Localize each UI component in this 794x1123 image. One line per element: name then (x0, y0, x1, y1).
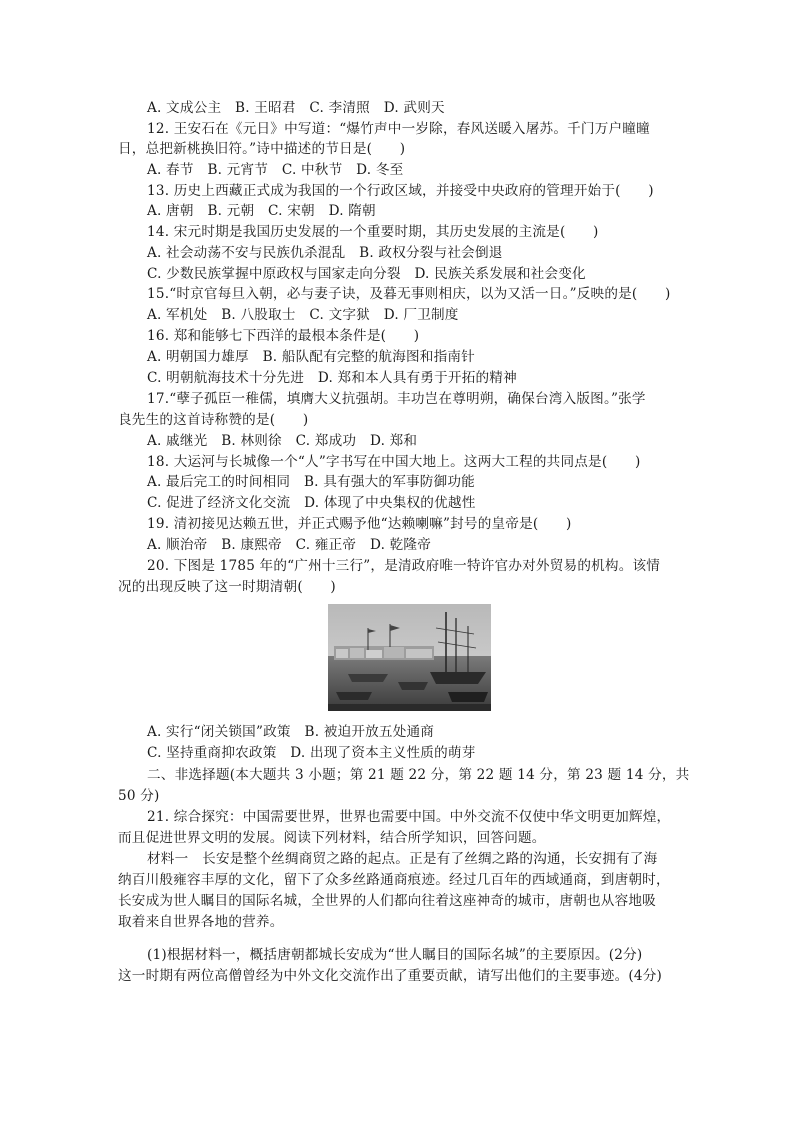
answer-options: A. 戚继光 B. 林则徐 C. 郑成功 D. 郑和 (147, 433, 418, 449)
question-line: 良先生的这首诗称赞的是( ) (118, 412, 309, 428)
answer-options: A. 最后完工的时间相同 B. 具有强大的军事防御功能 (147, 474, 475, 490)
harbor-scene-image (328, 604, 491, 711)
question-line: 纳百川般雍容丰厚的文化，留下了众多丝路通商痕迹。经过几百年的西域通商，到唐朝时， (118, 872, 670, 888)
canton-thirteen-factories-photo (328, 604, 491, 711)
answer-options: A. 军机处 B. 八股取士 C. 文字狱 D. 厂卫制度 (147, 307, 459, 323)
question-line: 材料一 长安是整个丝绸商贸之路的起点。正是有了丝绸之路的沟通，长安拥有了海 (147, 851, 658, 867)
answer-options: A. 顺治帝 B. 康熙帝 C. 雍正帝 D. 乾隆帝 (147, 537, 432, 553)
question-line: 而且促进世界文明的发展。阅读下列材料，结合所学知识，回答问题。 (118, 830, 546, 846)
answer-options: A. 唐朝 B. 元朝 C. 宋朝 D. 隋朝 (147, 203, 376, 219)
question-line: 日，总把新桃换旧符。”诗中描述的节日是( ) (118, 141, 406, 157)
question-line: 况的出现反映了这一时期清朝( ) (118, 579, 336, 595)
answer-options: C. 明朝航海技术十分先进 D. 郑和本人具有勇于开拓的精神 (147, 370, 517, 386)
question-line: 18. 大运河与长城像一个“人”字书写在中国大地上。这两大工程的共同点是( ) (147, 454, 641, 470)
question-line: 19. 清初接见达赖五世，并正式赐予他“达赖喇嘛”封号的皇帝是( ) (147, 516, 572, 532)
question-line: 14. 宋元时期是我国历史发展的一个重要时期，其历史发展的主流是( ) (147, 224, 599, 240)
question-line: 二、非选择题(本大题共 3 小题；第 21 题 22 分，第 22 题 14 分，第 23 题 14 分，共 (147, 767, 690, 783)
question-line: 16. 郑和能够七下西洋的最根本条件是( ) (147, 328, 420, 344)
answer-options: C. 坚持重商抑农政策 D. 出现了资本主义性质的萌芽 (147, 745, 476, 761)
answer-options: A. 春节 B. 元宵节 C. 中秋节 D. 冬至 (147, 162, 404, 178)
question-line: 长安成为世人瞩目的国际名城，全世界的人们都向往着这座神奇的城市，唐朝也从容地吸 (118, 893, 656, 909)
question-line: 20. 下图是 1785 年的“广州十三行”，是清政府唯一特许官办对外贸易的机构。该情 (147, 558, 661, 574)
answer-options: A. 文成公主 B. 王昭君 C. 李清照 D. 武则天 (147, 100, 445, 116)
question-line: 这一时期有两位高僧曾经为中外文化交流作出了重要贡献，请写出他们的主要事迹。(4分) (118, 968, 663, 984)
question-line: 13. 历史上西藏正式成为我国的一个行政区域，并接受中央政府的管理开始于( ) (147, 183, 654, 199)
question-line: 取着来自世界各地的营养。 (118, 914, 284, 930)
question-line: 12. 王安石在《元日》中写道：“爆竹声中一岁除，春风送暖入屠苏。千门万户曈曈 (147, 121, 650, 137)
question-line: 50 分) (118, 788, 160, 804)
question-line: (1)根据材料一，概括唐朝都城长安成为“世人瞩目的国际名城”的主要原因。(2分) (147, 947, 643, 963)
question-line: 15.“时京官每旦入朝，必与妻子诀，及暮无事则相庆，以为又活一日。”反映的是( ) (147, 286, 671, 302)
answer-options: A. 实行“闭关锁国”政策 B. 被迫开放五处通商 (147, 724, 435, 740)
answer-options: C. 少数民族掌握中原政权与国家走向分裂 D. 民族关系发展和社会变化 (147, 266, 586, 282)
question-line: 21. 综合探究：中国需要世界，世界也需要中国。中外交流不仅使中华文明更加辉煌， (147, 809, 671, 825)
answer-options: C. 促进了经济文化交流 D. 体现了中央集权的优越性 (147, 495, 476, 511)
answer-options: A. 明朝国力雄厚 B. 船队配有完整的航海图和指南针 (147, 349, 475, 365)
question-line: 17.“孽子孤臣一稚儒，填膺大义抗强胡。丰功岂在尊明朔，确保台湾入版图。”张学 (147, 391, 646, 407)
answer-options: A. 社会动荡不安与民族仇杀混乱 B. 政权分裂与社会倒退 (147, 245, 503, 261)
